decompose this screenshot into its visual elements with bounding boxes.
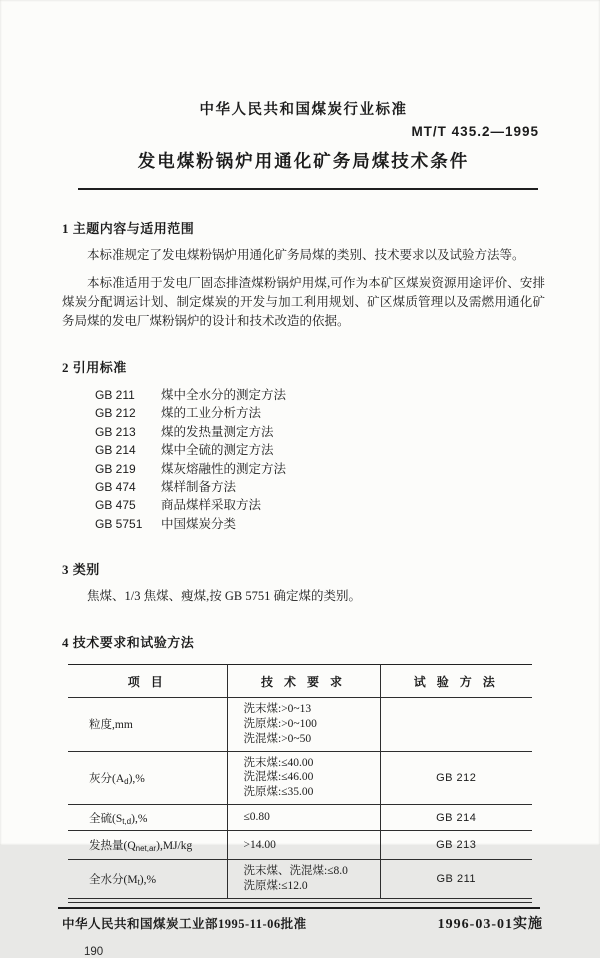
ref-title: 中国煤炭分类 (161, 516, 237, 531)
method-cell: GB 212 (436, 771, 477, 784)
footer (62, 913, 545, 933)
section-1-paragraph-1: 本标准规定了发电煤粉锅炉用通化矿务局煤的类别、技术要求以及试验方法等。 (87, 248, 525, 262)
section-2-heading: 2 引用标准 (62, 360, 127, 375)
standard-org-line: 中华人民共和国煤炭行业标准 (199, 102, 408, 118)
ref-title: 煤灰熔融性的测定方法 (161, 461, 287, 476)
gb-reference-item (95, 404, 545, 422)
col-header-method: 试 验 方 法 (413, 674, 499, 689)
method-cell (380, 698, 532, 751)
item-label-suffix: ),% (139, 873, 157, 886)
requirement-cell (227, 751, 380, 804)
item-label: 灰分(A (89, 772, 125, 785)
section-4-heading: 4 技术要求和试验方法 (62, 635, 195, 651)
requirement-line: 洗混煤:≤46.00 (243, 771, 314, 784)
page-number: 190 (84, 945, 104, 958)
item-label: 全水分(M (89, 873, 138, 886)
ref-code: GB 474 (95, 480, 136, 495)
item-subscript: net,ar (135, 844, 157, 854)
requirement-line: 洗末煤:≤40.00 (243, 756, 314, 769)
ref-title: 煤中全硫的测定方法 (161, 443, 274, 458)
standard-number: MT/T 435.2—1995 (411, 124, 539, 139)
section-3-paragraph: 焦煤、1/3 焦煤、瘦煤,按 GB 5751 确定煤的类别。 (87, 589, 361, 604)
method-cell: GB 213 (436, 839, 477, 852)
requirement-cell (227, 805, 380, 831)
requirement-line: 洗混煤:>0~50 (243, 732, 312, 745)
section-3-heading: 3 类别 (62, 562, 100, 578)
ref-code: GB 211 (95, 388, 135, 402)
requirement-line: >14.00 (243, 838, 276, 851)
requirement-line: 洗原煤:≤12.0 (243, 879, 308, 892)
item-cell (68, 805, 227, 831)
title-divider (78, 188, 538, 190)
gb-reference-item (95, 386, 545, 404)
item-cell (68, 831, 227, 860)
ref-title: 煤的工业分析方法 (161, 406, 262, 421)
method-cell: GB 214 (436, 811, 477, 824)
ref-title: 煤中全水分的测定方法 (161, 388, 287, 402)
section-1-heading: 1 主题内容与适用范围 (62, 221, 195, 236)
document-title: 发电煤粉锅炉用通化矿务局煤技术条件 (137, 151, 470, 171)
item-cell (68, 751, 227, 804)
table-bottom-double-rule (68, 902, 532, 903)
table-row-heating-value (68, 831, 532, 860)
spec-table (68, 664, 532, 898)
method-cell: GB 211 (436, 872, 476, 885)
item-cell (68, 860, 227, 899)
requirement-cell (227, 860, 380, 899)
requirement-line: 洗原煤:>0~100 (243, 718, 317, 731)
ref-code: GB 219 (95, 461, 136, 476)
col-header-item: 项 目 (68, 665, 227, 698)
requirement-line: 洗原煤:≤35.00 (243, 786, 314, 799)
ref-code: GB 212 (95, 406, 136, 421)
item-label: 发热量(Q (89, 840, 136, 853)
item-label: 全硫(S (89, 812, 123, 825)
item-subscript: t (137, 877, 140, 887)
section-1-paragraph-2: 本标准适用于发电厂固态排渣煤粉锅炉用煤,可作为本矿区煤炭资源用途评价、安排煤炭分配调运计划、制定煤炭的开发与加工利用规划、矿区煤质管理以及需燃用通化矿务局煤的发电厂煤粉锅炉的设计和技术改造的依据。 (62, 276, 545, 328)
table-row-sulfur (68, 805, 532, 831)
item-label: 粒度,mm (89, 719, 133, 732)
gb-reference-item (95, 478, 545, 496)
gb-reference-item (95, 423, 545, 441)
approval-text: 中华人民共和国煤炭工业部1995-11-06批准 (62, 916, 307, 931)
ref-code: GB 214 (95, 443, 136, 458)
requirement-line: 洗末煤:>0~13 (243, 703, 312, 716)
table-row-particle-size (68, 698, 532, 751)
requirement-line: ≤0.80 (243, 811, 270, 824)
gb-reference-list (62, 386, 545, 533)
item-label-suffix: ),MJ/kg (156, 840, 193, 853)
ref-title: 商品煤样采取方法 (161, 498, 262, 513)
table-row-ash (68, 751, 532, 804)
item-label-suffix: ),% (128, 772, 145, 785)
gb-reference-item (95, 441, 545, 459)
table-row-total-moisture (68, 860, 532, 899)
item-subscript: d (124, 776, 129, 786)
col-header-requirements: 技 术 要 求 (227, 665, 380, 698)
requirement-cell (227, 698, 380, 751)
ref-title: 煤的发热量测定方法 (161, 424, 274, 439)
implementation-text: 1996-03-01实施 (437, 916, 543, 932)
requirement-line: 洗末煤、洗混煤:≤8.0 (243, 865, 348, 878)
item-subscript: t,d (122, 816, 132, 826)
table-header-row (68, 665, 532, 698)
ref-code: GB 5751 (95, 516, 143, 531)
gb-reference-item (95, 515, 545, 533)
ref-title: 煤样制备方法 (161, 480, 237, 495)
footer-divider (58, 907, 540, 909)
item-cell (68, 698, 227, 751)
gb-reference-item (95, 460, 545, 478)
requirement-cell (227, 831, 380, 860)
ref-code: GB 213 (95, 424, 136, 439)
item-label-suffix: ),% (131, 812, 148, 825)
ref-code: GB 475 (95, 498, 136, 513)
gb-reference-item (95, 496, 545, 514)
